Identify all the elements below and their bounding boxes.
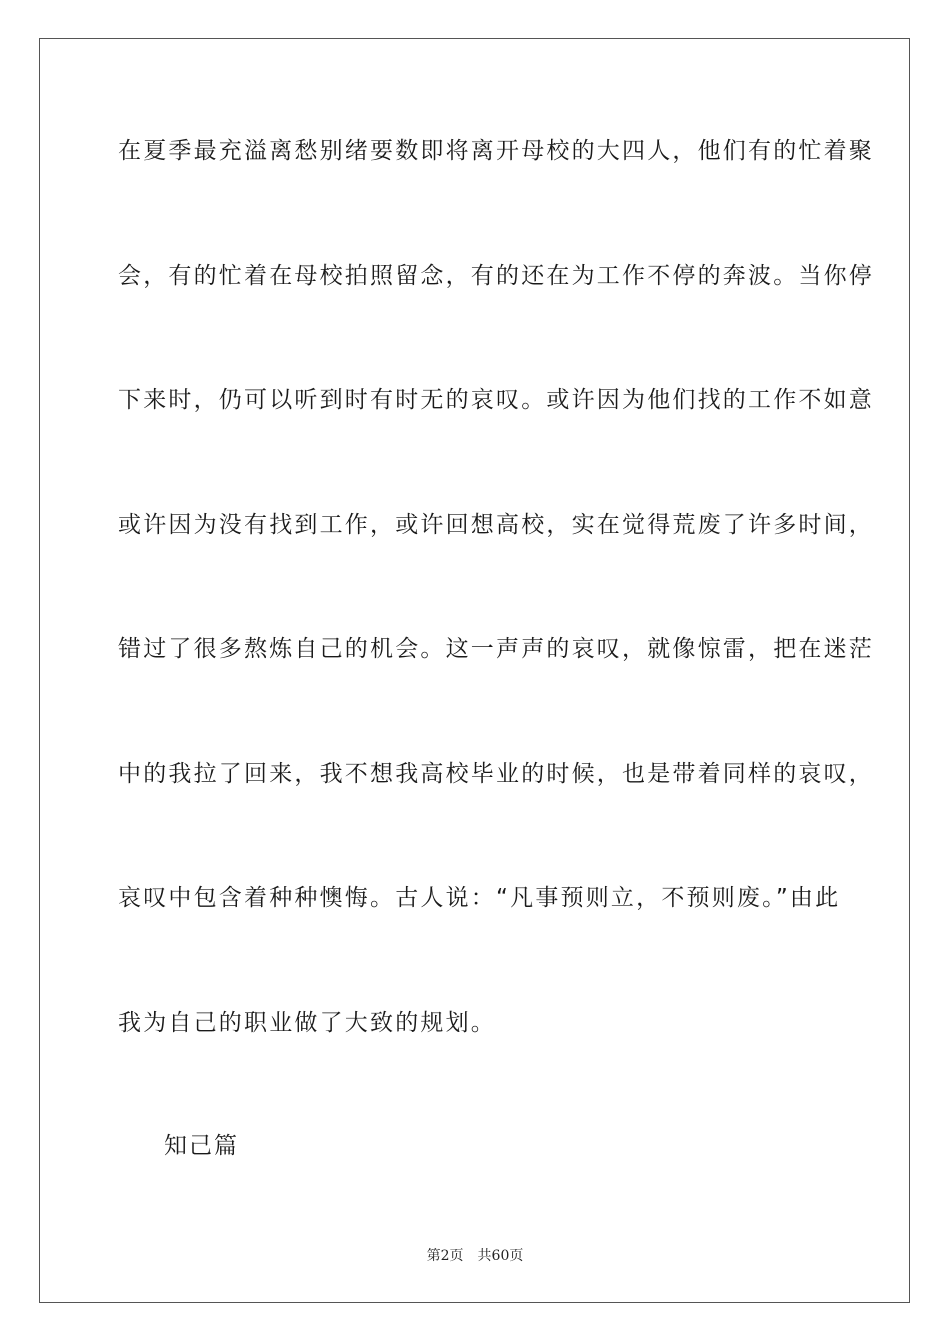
- paragraph-line-3: 下来时，仍可以听到时有时无的哀叹。或许因为他们找的工作不如意: [118, 387, 874, 413]
- paragraph-line-7: 哀叹中包含着种种懊悔。古人说：“凡事预则立，不预则废。”由此: [118, 885, 841, 911]
- paragraph-line-6: 中的我拉了回来，我不想我高校毕业的时候，也是带着同样的哀叹，: [118, 761, 874, 787]
- section-heading: 知己篇: [164, 1133, 239, 1159]
- paragraph-line-8: 我为自己的职业做了大致的规划。: [118, 1010, 496, 1036]
- paragraph-line-5: 错过了很多熬炼自己的机会。这一声声的哀叹，就像惊雷，把在迷茫: [118, 636, 874, 662]
- page-number-footer: 第2页 共60页: [426, 1248, 524, 1264]
- paragraph-line-1: 在夏季最充溢离愁别绪要数即将离开母校的大四人，他们有的忙着聚: [118, 138, 874, 164]
- paragraph-line-4: 或许因为没有找到工作，或许回想高校，实在觉得荒废了许多时间，: [118, 512, 874, 538]
- page-frame: [39, 38, 910, 1303]
- paragraph-line-2: 会，有的忙着在母校拍照留念，有的还在为工作不停的奔波。当你停: [118, 263, 874, 289]
